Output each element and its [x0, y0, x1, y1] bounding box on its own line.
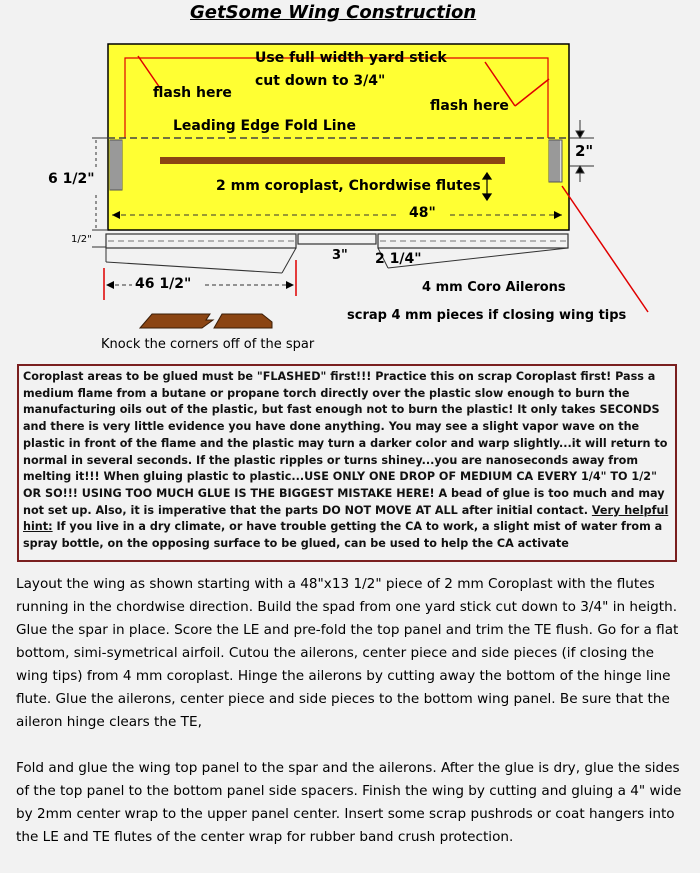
label-height-6-5: 6 1/2" — [48, 171, 95, 187]
scrap-pointer — [562, 186, 648, 312]
left-side-spacer — [110, 140, 122, 190]
spar — [160, 157, 505, 164]
label-leading-edge: Leading Edge Fold Line — [173, 118, 357, 134]
label-flash-here-left: flash here — [153, 85, 232, 101]
note-hint-text: If you live in a dry climate, or have trouble getting the CA to work, a slight mist of water from a spray bottle, on the opposing surface to be glued, can be used to help the CA activate — [23, 520, 663, 551]
label-width-48: 48" — [409, 205, 436, 221]
note-text — [23, 369, 671, 553]
center-piece — [298, 234, 376, 244]
label-yard-stick-2: cut down to 3/4" — [255, 73, 386, 89]
label-dim-46-5: 46 1/2" — [135, 276, 192, 292]
label-dim-2-25: 2 1/4" — [375, 251, 422, 267]
page-title: GetSome Wing Construction — [190, 2, 477, 23]
label-height-half: 1/2" — [71, 234, 92, 245]
instructions-paragraph-2: Fold and glue the wing top panel to the spar and the ailerons. After the glue is dry, glue the sides of the top panel to the bottom panel side spacers. Finish the wing by cutting and gluing a 4" wide by 2mm center wrap to the upper panel center. Insert some scrap pushrods or coat hangers into the LE and TE flutes of the center wrap for rubber band crush protection. — [16, 760, 682, 845]
dim-46-5-line — [104, 260, 296, 300]
instructions-paragraph-1: Layout the wing as shown starting with a 48"x13 1/2" piece of 2 mm Coroplast with the flutes running in the chordwise direction. Build the spad from one yard stick cut down to 3/4" in heigth. Glue the spar in place. Score the LE and pre-fold the top panel and trim the TE flush. Go for a flat bottom, simi-symetrical airfoil. Cutou the ailerons, center piece and side pieces (if closing the wing tips) from 4 mm coroplast. Hinge the ailerons by cutting away the bottom of the hinge line flute. Glue the ailerons, center piece and side pieces to the bottom wing panel. Be sure that the aileron hinge clears the TE, — [16, 576, 679, 730]
label-ailerons: 4 mm Coro Ailerons — [422, 280, 566, 295]
note-helpful-label: Very helpful hint: — [23, 503, 669, 534]
note-main-text: Coroplast areas to be glued must be "FLASHED" first!!! Practice this on scrap Coroplast first! Pass a medium flame from a butane or propane torch directly over the plastic slow enough to burn the manufacturing oils out of the plastic, but fast enough not to burn the plastic! It only takes SECONDS and there is very little evidence you have done anything. You may see a slight vapor wave on the plastic in front of the flame and the plastic may turn a darker color and warp slightly...it will return to normal in several seconds. If the plastic ripples or turns shiney...you are nanoseconds away from melting it!!! When gluing plastic to plastic...USE ONLY ONE DROP OF MEDIUM CA EVERY 1/4" TO 1/2" OR SO!!! USING TOO MUCH GLUE IS THE BIGGEST MISTAKE HERE! A bead of glue is too much and may not set up. Also, it is imperative that the parts DO NOT MOVE AT ALL after initial contact. — [23, 370, 668, 517]
flashing-note-box — [17, 364, 677, 562]
label-coroplast: 2 mm coroplast, Chordwise flutes — [216, 178, 481, 194]
label-dim-2: 2" — [575, 142, 594, 160]
label-scrap: scrap 4 mm pieces if closing wing tips — [347, 308, 627, 323]
label-yard-stick-1: Use full width yard stick — [255, 50, 447, 66]
label-flash-here-right: flash here — [430, 98, 509, 114]
label-dim-3: 3" — [332, 248, 348, 263]
wing-panel — [108, 44, 569, 230]
spar-corner-illustration — [140, 314, 272, 328]
right-side-spacer — [549, 140, 562, 182]
label-knock-corners: Knock the corners off of the spar — [101, 337, 315, 352]
